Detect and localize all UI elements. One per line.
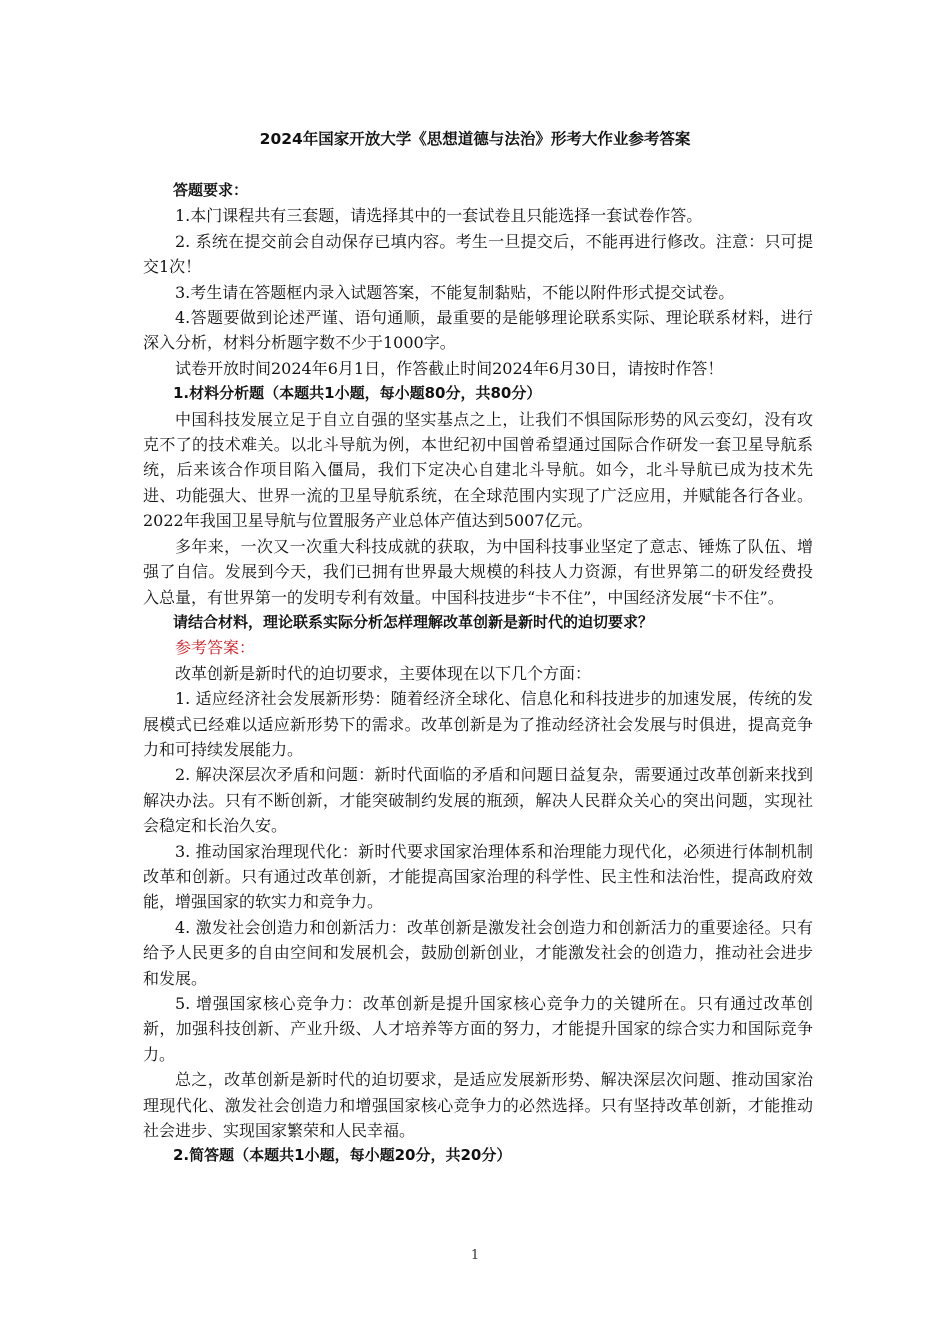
answer-paragraph: 4. 激发社会创造力和创新活力：改革创新是激发社会创造力和创新活力的重要途径。只有给予人民更多的自由空间和发展机会，鼓励创新创业，才能激发社会的创造力，推动社会进步和发展。 (143, 917, 813, 988)
question-text: 请结合材料，理论联系实际分析怎样理解改革创新是新时代的迫切要求？ (173, 612, 654, 631)
requirement-item: 2. 系统在提交前会自动保存已填内容。考生一旦提交后，不能再进行修改。注意：只可提交1次！ (143, 231, 813, 277)
section2-heading: 2.简答题（本题共1小题，每小题20分，共20分） (173, 1146, 512, 1165)
answer-paragraph: 改革创新是新时代的迫切要求，主要体现在以下几个方面： (175, 663, 592, 683)
requirement-item: 4.答题要做到论述严谨、语句通顺，最重要的是能够理论联系实际、理论联系材料，进行深入分析，材料分析题字数不少于1000字。 (143, 308, 813, 353)
requirements-heading: 答题要求： (173, 181, 249, 199)
requirement-item: 试卷开放时间2024年6月1日，作答截止时间2024年6月30日，请按时作答！ (175, 358, 724, 378)
document-body (143, 178, 813, 1169)
page-number: 1 (470, 1248, 480, 1263)
answer-paragraph: 2. 解决深层次矛盾和问题：新时代面临的矛盾和问题日益复杂，需要通过改革创新来找到解决办法。只有不断创新，才能突破制约发展的瓶颈，解决人民群众关心的突出问题，实现社会稳定和长治久安。 (143, 765, 813, 836)
requirement-item: 1.本门课程共有三套题，请选择其中的一套试卷且只能选择一套试卷作答。 (175, 206, 703, 226)
material-paragraph: 多年来，一次又一次重大科技成就的获取，为中国科技事业坚定了意志、锤炼了队伍、增强了自信。发展到今天，我们已拥有世界最大规模的科技人力资源，有世界第二的研发经费投入总量，有世界第一的发明专利有效量。中国科技进步“卡不住”，中国经济发展“卡不住”。 (143, 536, 813, 607)
answer-label: 参考答案： (175, 638, 256, 658)
answer-paragraph: 1. 适应经济社会发展新形势：随着经济全球化、信息化和科技进步的加速发展，传统的发展模式已经难以适应新形势下的需求。改革创新是为了推动经济社会发展与时俱进，提高竞争力和可持续发展能力。 (143, 689, 813, 759)
document-title: 2024年国家开放大学《思想道德与法治》形考大作业参考答案 (259, 130, 691, 148)
answer-paragraph: 3. 推动国家治理现代化：新时代要求国家治理体系和治理能力现代化，必须进行体制机制改革和创新。只有通过改革创新，才能提高国家治理的科学性、民主性和法治性，提高政府效能，增强国家的软实力和竞争力。 (143, 841, 813, 912)
material-paragraph: 中国科技发展立足于自立自强的坚实基点之上，让我们不惧国际形势的风云变幻，没有攻克不了的技术难关。以北斗导航为例，本世纪初中国曾希望通过国际合作研发一套卫星导航系统，后来该合作项目陷入僵局，我们下定决心自建北斗导航。如今，北斗导航已成为技术先进、功能强大、世界一流的卫星导航系统，在全球范围内实现了广泛应用，并赋能各行各业。2022年我国卫星导航与位置服务产业总体产值达到5007亿元。 (143, 409, 813, 531)
section1-heading: 1.材料分析题（本题共1小题，每小题80分，共80分） (173, 384, 542, 403)
answer-paragraph: 总之，改革创新是新时代的迫切要求，是适应发展新形势、解决深层次问题、推动国家治理现代化、激发社会创造力和增强国家核心竞争力的必然选择。只有坚持改革创新，才能推动社会进步、实现国家繁荣和人民幸福。 (143, 1070, 813, 1141)
answer-paragraph: 5. 增强国家核心竞争力：改革创新是提升国家核心竞争力的关键所在。只有通过改革创新，加强科技创新、产业升级、人才培养等方面的努力，才能提升国家的综合实力和国际竞争力。 (143, 994, 813, 1064)
requirement-item: 3.考生请在答题框内录入试题答案，不能复制黏贴，不能以附件形式提交试卷。 (175, 282, 735, 302)
